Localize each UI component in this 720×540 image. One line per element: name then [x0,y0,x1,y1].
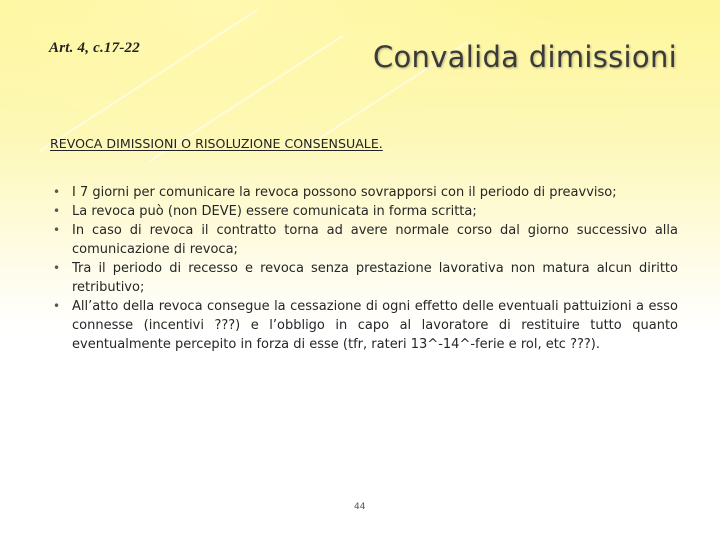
bullet-text: In caso di revoca il contratto torna ad avere normale corso dal giorno successivo alla comunicazione di revoca; [72,223,678,257]
page-number: 44 [354,502,366,512]
bullet-list [50,183,678,354]
bullet-icon: • [53,299,61,313]
bullet-icon: • [53,204,61,218]
bullet-item [50,221,678,259]
bullet-text: La revoca può (non DEVE) essere comunicata in forma scritta; [72,204,477,219]
bullet-item [50,202,678,221]
decorative-streak [39,9,258,152]
bullet-item [50,259,678,297]
bullet-item [50,297,678,354]
section-heading: REVOCA DIMISSIONI O RISOLUZIONE CONSENSUALE. [50,136,383,151]
bullet-text: I 7 giorni per comunicare la revoca possono sovrapporsi con il periodo di preavviso; [72,185,617,200]
slide-title: Convalida dimissioni [372,40,677,74]
bullet-text: All’atto della revoca consegue la cessazione di ogni effetto delle eventuali pattuizioni a esso connesse (incentivi ???) e l’obbligo in capo al lavoratore di restituire tutto quanto eventualmente percepito in forza di esse (tfr, rateri 13^-14^-ferie e rol, etc ???). [72,299,678,352]
article-reference: Art. 4, c.17-22 [49,40,140,56]
bullet-icon: • [53,185,61,199]
bullet-icon: • [53,261,61,275]
bullet-item [50,183,678,202]
bullet-icon: • [53,223,61,237]
bullet-text: Tra il periodo di recesso e revoca senza prestazione lavorativa non matura alcun diritto retributivo; [72,261,678,295]
